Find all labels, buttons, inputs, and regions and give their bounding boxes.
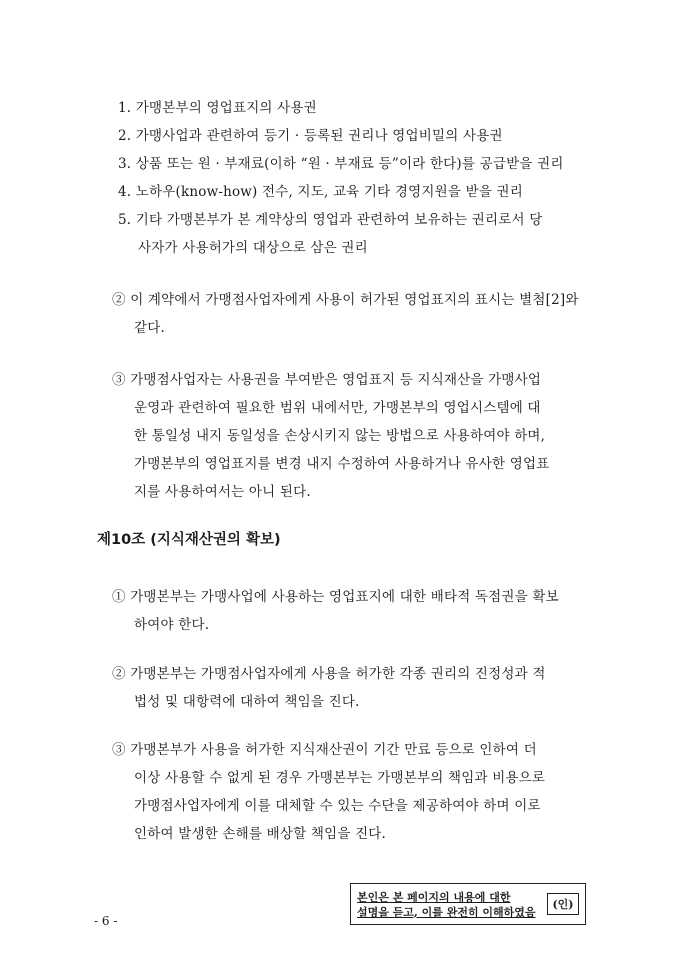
clause-3-line-1: ③ 가맹점사업자는 사용권을 부여받은 영업표지 등 지식재산을 가맹사업 [112,372,542,388]
list-item-5-cont: 사자가 사용허가의 대상으로 삼은 권리 [138,240,368,256]
art10-clause-1-line-2: 하여야 한다. [134,617,210,633]
art10-clause-3-line-2: 이상 사용할 수 없게 된 경우 가맹본부는 가맹본부의 책임과 비용으로 [134,770,546,786]
list-item-2: 2. 가맹사업과 관련하여 등기 · 등록된 권리나 영업비밀의 사용권 [118,128,503,144]
clause-3-line-4: 가맹본부의 영업표지를 변경 내지 수정하여 사용하거나 유사한 영업표 [134,456,550,472]
article-heading: 제10조 (지식재산권의 확보) [97,532,281,548]
clause-3-line-5: 지를 사용하여서는 아니 된다. [134,484,311,500]
list-item-4: 4. 노하우(know-how) 전수, 지도, 교육 기타 경영지원을 받을 권리 [118,184,524,200]
page-number: - 6 - [94,914,118,928]
art10-clause-2-line-1: ② 가맹본부는 가맹점사업자에게 사용을 허가한 각종 권리의 진정성과 적 [112,666,546,682]
art10-clause-3-line-4: 인하여 발생한 손해를 배상할 책임을 진다. [134,826,387,842]
seal-box: (인) [547,893,579,915]
art10-clause-2-line-2: 법성 및 대항력에 대하여 책임을 진다. [134,694,360,710]
clause-2-line-2: 같다. [134,320,165,336]
clause-3-line-3: 한 통일성 내지 동일성을 손상시키지 않는 방법으로 사용하여야 하며, [134,428,546,444]
clause-2-line-1: ② 이 계약에서 가맹점사업자에게 사용이 허가된 영업표지의 표시는 별첨[2]와 [112,292,579,308]
art10-clause-3-line-3: 가맹점사업자에게 이를 대체할 수 있는 수단을 제공하여야 하며 이로 [134,798,541,814]
confirmation-box [350,883,586,925]
confirmation-text [357,890,536,920]
clause-3-line-2: 운영과 관련하여 필요한 범위 내에서만, 가맹본부의 영업시스템에 대 [134,400,541,416]
list-item-3: 3. 상품 또는 원 · 부재료(이하 “원 · 부재료 등”이라 한다)를 공급받을 권리 [118,156,564,172]
art10-clause-1-line-1: ① 가맹본부는 가맹사업에 사용하는 영업표지에 대한 배타적 독점권을 확보 [112,589,559,605]
list-item-5: 5. 기타 가맹본부가 본 계약상의 영업과 관련하여 보유하는 권리로서 당 [118,212,543,228]
confirmation-line-1: 본인은 본 페이지의 내용에 대한 [357,891,511,904]
list-item-1: 1. 가맹본부의 영업표지의 사용권 [118,100,317,116]
confirmation-line-2: 설명을 듣고, 이를 완전히 이해하였음 [357,906,536,919]
art10-clause-3-line-1: ③ 가맹본부가 사용을 허가한 지식재산권이 기간 만료 등으로 인하여 더 [112,742,537,758]
